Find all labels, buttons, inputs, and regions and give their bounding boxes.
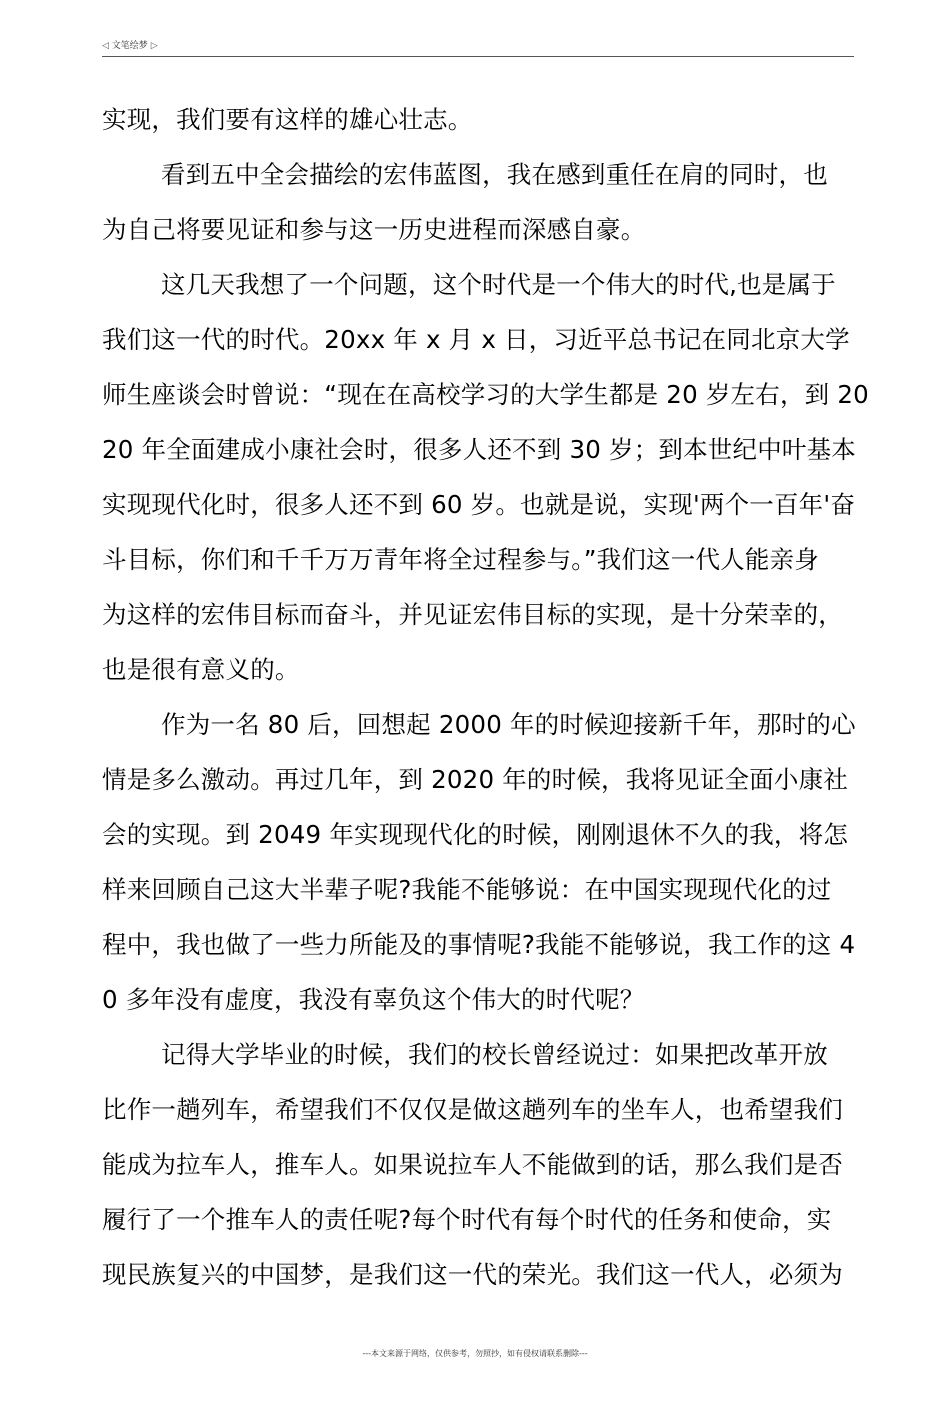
text-line: 履行了一个推车人的责任呢?每个时代有每个时代的任务和使命，实 bbox=[102, 1205, 832, 1234]
text-line: 程中，我也做了一些力所能及的事情呢?我能不能够说，我工作的这 4 bbox=[102, 930, 856, 959]
text-line: 比作一趟列车，希望我们不仅仅是做这趟列车的坐车人，也希望我们 bbox=[102, 1095, 843, 1124]
text-line: 能成为拉车人，推车人。如果说拉车人不能做到的话，那么我们是否 bbox=[102, 1150, 843, 1179]
header-logo bbox=[102, 40, 158, 52]
text-line: 实现，我们要有这样的雄心壮志。 bbox=[102, 105, 473, 134]
text-line: 看到五中全会描绘的宏伟蓝图，我在感到重任在肩的同时，也 bbox=[161, 160, 828, 189]
right-triangle-icon: ▷ bbox=[150, 41, 158, 51]
text-line: 0 多年没有虚度，我没有辜负这个伟大的时代呢？ bbox=[102, 985, 645, 1014]
text-line: 样来回顾自己这大半辈子呢?我能不能够说：在中国实现现代化的过 bbox=[102, 875, 832, 904]
document-body bbox=[102, 94, 869, 1304]
text-line: 为这样的宏伟目标而奋斗，并见证宏伟目标的实现，是十分荣幸的， bbox=[102, 600, 843, 629]
text-line: 作为一名 80 后，回想起 2000 年的时候迎接新千年，那时的心 bbox=[161, 710, 856, 739]
text-line: 情是多么激动。再过几年，到 2020 年的时候，我将见证全面小康社 bbox=[102, 765, 849, 794]
text-line: 也是很有意义的。 bbox=[102, 655, 300, 684]
text-line: 为自己将要见证和参与这一历史进程而深感自豪。 bbox=[102, 215, 646, 244]
text-line: 20 年全面建成小康社会时，很多人还不到 30 岁；到本世纪中叶基本 bbox=[102, 435, 857, 464]
text-line: 师生座谈会时曾说：“现在在高校学习的大学生都是 20 岁左右，到 20 bbox=[102, 380, 869, 409]
page-footer: ---本文来源于网络，仅供参考，勿照抄，如有侵权请联系删除--- bbox=[362, 1349, 588, 1358]
text-line: 实现现代化时，很多人还不到 60 岁。也就是说，实现'两个一百年'奋 bbox=[102, 490, 856, 519]
text-line: 会的实现。到 2049 年实现现代化的时候，刚刚退休不久的我，将怎 bbox=[102, 820, 849, 849]
page-header bbox=[102, 38, 854, 57]
left-triangle-icon: ◁ bbox=[102, 41, 109, 51]
text-line: 这几天我想了一个问题，这个时代是一个伟大的时代,也是属于 bbox=[161, 270, 836, 299]
text-line: 斗目标，你们和千千万万青年将全过程参与。”我们这一代人能亲身 bbox=[102, 545, 819, 574]
text-line: 现民族复兴的中国梦，是我们这一代的荣光。我们这一代人，必须为 bbox=[102, 1260, 843, 1289]
text-line: 我们这一代的时代。20xx 年 x 月 x 日，习近平总书记在同北京大学 bbox=[102, 325, 850, 354]
text-line: 记得大学毕业的时候，我们的校长曾经说过：如果把改革开放 bbox=[161, 1040, 828, 1069]
header-title: 文笔绘梦 bbox=[111, 41, 148, 51]
